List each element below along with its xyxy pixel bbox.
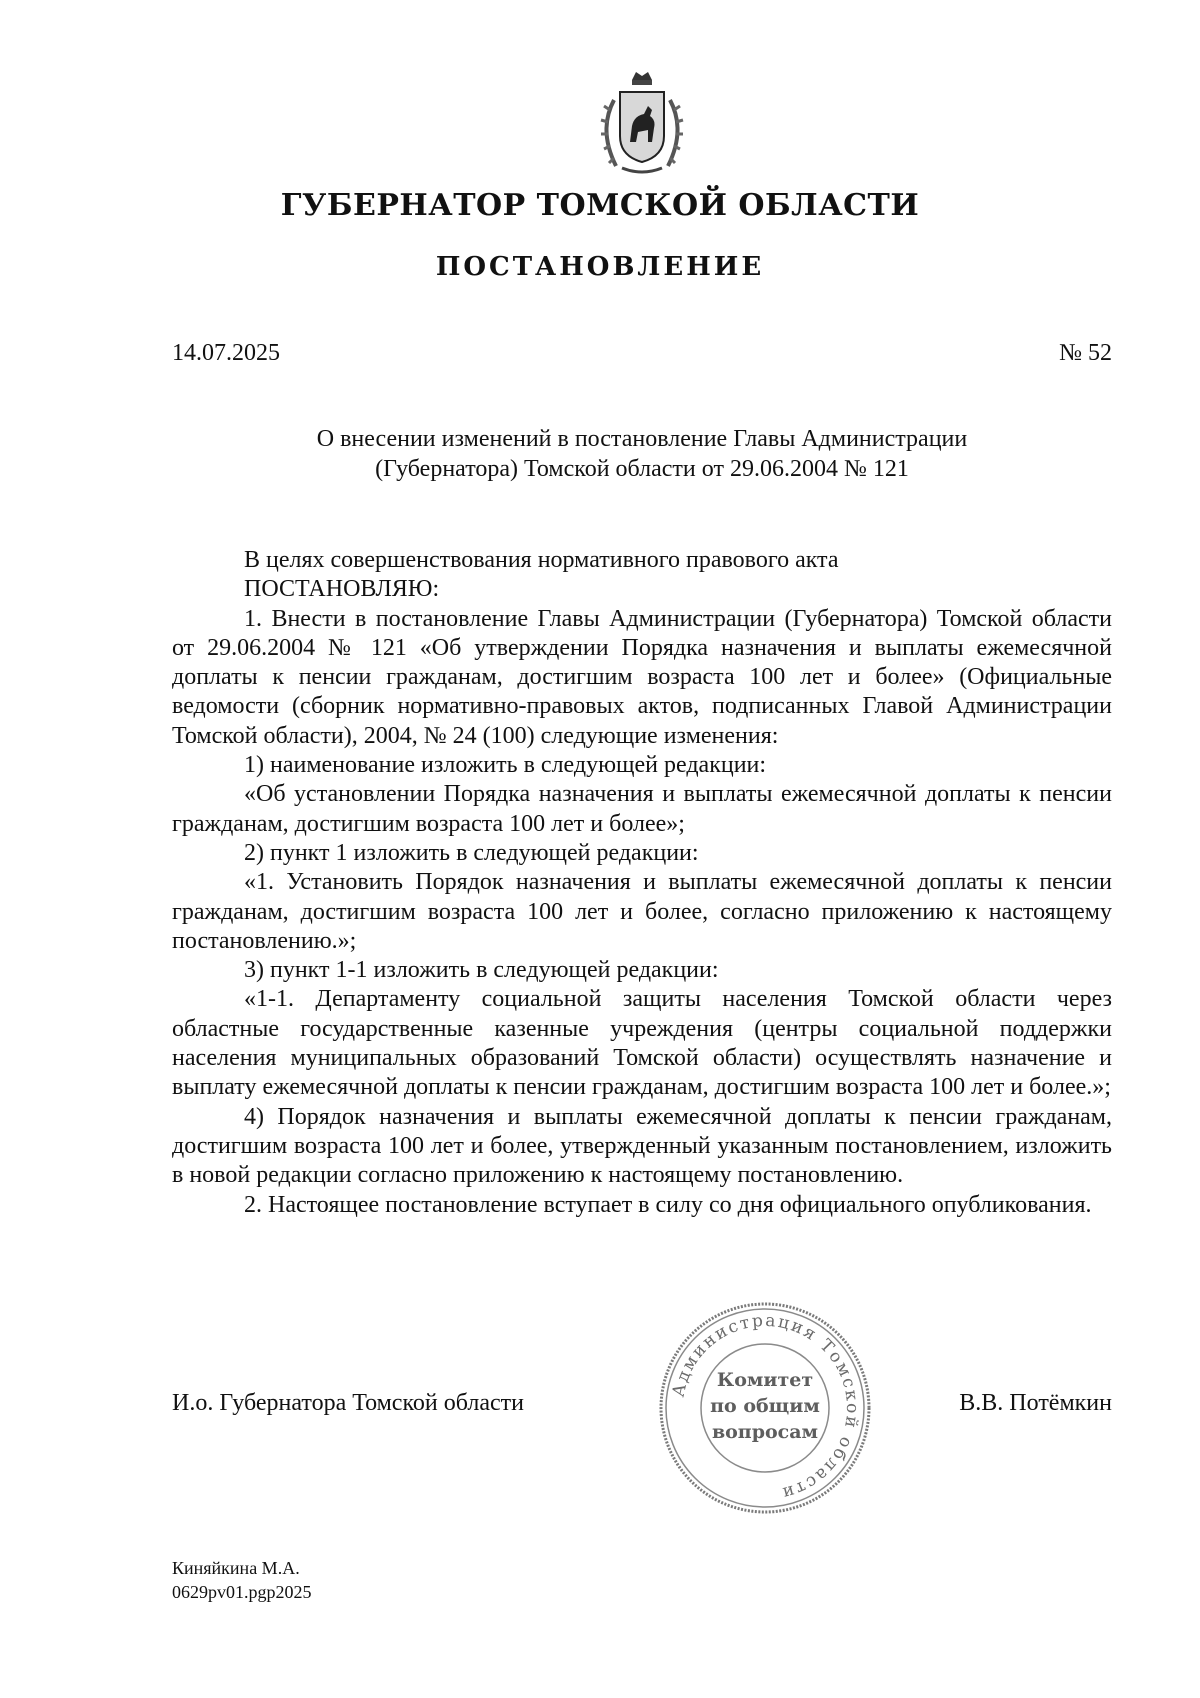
- document-subject: [172, 424, 1112, 484]
- stamp-ring-text: Администрация Томской области: [668, 1310, 863, 1504]
- subject-line: (Губернатора) Томской области от 29.06.2004 № 121: [375, 456, 909, 482]
- paragraph: 1. Внести в постановление Главы Администрации (Губернатора) Томской области от 29.06.2004 № 121 «Об утверждении Порядка назначения и выплаты ежемесячной доплаты к пенсии гражданам, достигшим возраста 100 лет и более» (Официальные ведомости (сборник нормативно-правовых актов, подписанных Главой Администрации Томской области), 2004, № 24 (100) следующие изменения:: [172, 605, 1112, 749]
- signatory-name: В.В. Потёмкин: [959, 1390, 1112, 1416]
- document-body: [172, 546, 1112, 1220]
- file-reference: 0629pv01.pgp2025: [172, 1582, 312, 1602]
- official-stamp: [655, 1298, 875, 1518]
- signatory-position: И.о. Губернатора Томской области: [172, 1390, 524, 1416]
- paragraph: «1. Установить Порядок назначения и выплаты ежемесячной доплаты к пенсии гражданам, достигшим возраста 100 лет и более, согласно приложению к настоящему постановлению.»;: [172, 869, 1112, 954]
- tomsk-coat-of-arms-icon: [592, 70, 692, 180]
- paragraph: «1-1. Департаменту социальной защиты населения Томской области через областные государственные казенные учреждения (центры социальной поддержки населения муниципальных образований Томской области) осуществлять назначение и выплату ежемесячной доплаты к пенсии гражданам, достигшим возраста 100 лет и более.»;: [172, 986, 1112, 1101]
- document-type: ПОСТАНОВЛЕНИЕ: [435, 252, 765, 282]
- paragraph: 3) пункт 1-1 изложить в следующей редакции:: [244, 957, 719, 984]
- paragraph: В целях совершенствования нормативного правового акта: [244, 547, 839, 573]
- executor-name: Киняйкина М.А.: [172, 1558, 300, 1578]
- document-number: № 52: [1059, 340, 1112, 366]
- paragraph: 2. Настоящее постановление вступает в силу со дня официального опубликования.: [244, 1191, 1092, 1218]
- paragraph: 2) пункт 1 изложить в следующей редакции:: [244, 839, 699, 866]
- stamp-line: по общим: [710, 1395, 820, 1417]
- paragraph: «Об установлении Порядка назначения и выплаты ежемесячной доплаты к пенсии гражданам, достигшим возраста 100 лет и более»;: [172, 781, 1112, 837]
- executor-block: [172, 1556, 312, 1604]
- paragraph: 1) наименование изложить в следующей редакции:: [244, 752, 767, 779]
- subject-line: О внесении изменений в постановление Главы Администрации: [316, 426, 968, 452]
- paragraph-resolve: ПОСТАНОВЛЯЮ:: [244, 576, 440, 603]
- issuing-authority: ГУБЕРНАТОР ТОМСКОЙ ОБЛАСТИ: [280, 188, 920, 223]
- stamp-line: вопросам: [711, 1421, 819, 1443]
- document-date: 14.07.2025: [172, 340, 280, 366]
- stamp-line: Комитет: [716, 1369, 814, 1391]
- paragraph: 4) Порядок назначения и выплаты ежемесячной доплаты к пенсии гражданам, достигшим возраста 100 лет и более, утвержденный указанным постановлением, изложить в новой редакции согласно приложению к настоящему постановлению.: [172, 1103, 1112, 1189]
